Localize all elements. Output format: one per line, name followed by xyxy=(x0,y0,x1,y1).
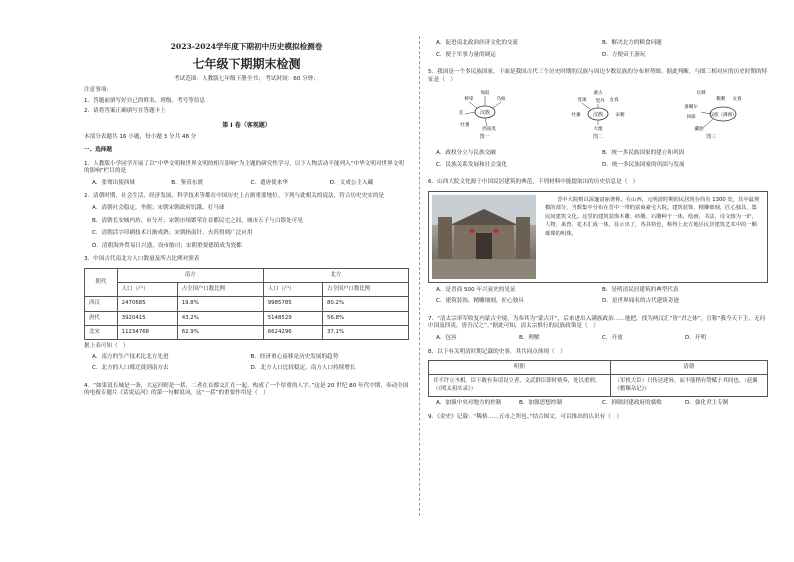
option[interactable]: D．清朝海外贸易日兴盛，设市舶司；宋朝重要德镇成为瓷都 xyxy=(92,242,242,249)
option[interactable]: A．是晋商 500 年兴衰史的见证 xyxy=(436,286,516,293)
option[interactable]: A．包容 xyxy=(436,335,457,342)
map-label: 契丹 xyxy=(595,99,605,105)
courtyard-photo xyxy=(432,195,536,279)
option[interactable]: C．遣唐使来华 xyxy=(250,179,288,186)
option[interactable]: D．强化君主专制 xyxy=(685,400,729,406)
part-heading: 一、选择题 xyxy=(84,147,112,154)
ethnic-map-3 xyxy=(671,88,751,134)
option[interactable]: C．建筑装饰，精雕细刻，匠心独具 xyxy=(436,298,524,305)
map-label: 乌桓 xyxy=(496,97,506,103)
map-label: 藏族 xyxy=(694,127,704,133)
table-cell: 19.8% xyxy=(177,297,263,311)
table-header: 清朝 xyxy=(610,361,767,375)
map-label: 蒙古 xyxy=(593,91,603,97)
option[interactable]: A．促进南北政治经济文化的交流 xyxy=(436,40,519,46)
right-column xyxy=(428,38,768,425)
question-6-options xyxy=(436,287,768,310)
map-label: 女真 xyxy=(609,98,619,104)
table-cell: 5148529 xyxy=(263,311,322,325)
notes-title: 注意事项： xyxy=(84,86,112,93)
option[interactable]: C．便于军事力量的调运 xyxy=(436,51,496,58)
map-label: 瓦剌 xyxy=(696,91,706,97)
courtyard-image xyxy=(432,195,536,279)
map-label: 准噶尔 xyxy=(684,105,699,111)
exam-scope: 考试范围：人教版七年级下册全书； 考试时间：60 分钟； xyxy=(174,76,319,83)
figure-2 xyxy=(547,88,649,141)
map-label: 大理 xyxy=(593,127,603,133)
table-cell: 3920415 xyxy=(117,311,177,325)
map-label: 羌 xyxy=(458,111,463,117)
table-cell: 11234768 xyxy=(117,325,177,339)
map-label: 匈奴 xyxy=(480,91,490,97)
question-7-options xyxy=(436,335,768,343)
option[interactable]: B．统一多民族国家的建立和巩固 xyxy=(602,150,685,157)
table-cell: 80.2% xyxy=(322,297,408,311)
question-2: 2．清朝时期，社会生活、经济发展、科学技术等都在中国历史上占据重要地位。下列与此相关的说法，符合历史史实的是 xyxy=(84,193,385,200)
table-cell: 43.2% xyxy=(177,311,263,325)
option[interactable]: D．开明 xyxy=(685,335,707,342)
courtyard-material xyxy=(428,191,768,283)
table-header: 朝代 xyxy=(85,268,118,297)
figure-label: 图二 xyxy=(592,134,603,141)
map-label: 回部 xyxy=(686,115,696,121)
table-cell: 6624296 xyxy=(263,325,322,339)
option[interactable]: C．清朝活字印刷技术日渐成熟；宋朝指南针、火药得到广泛应用 xyxy=(92,230,253,237)
option[interactable]: B．是明清民居建筑的典型代表 xyxy=(602,286,679,293)
option[interactable]: D．统一多民族国家的巩固与发展 xyxy=(602,161,685,168)
question-5: 5．我国是一个多民族国家，下面是我国古代三个历史时期的汉族与周边少数民族的分布形势图。据此判断，与图三相对应的历史时期的特征是（ ） xyxy=(428,69,768,83)
table-cell: 2470685 xyxy=(117,297,177,311)
note-item: 2．请将答案正确填写在答题卡上 xyxy=(84,108,166,115)
question-5-options xyxy=(436,150,768,173)
option[interactable]: B．清朝长安城内坊、市分开；宋朝市场繁荣在首都民宅之间，城市五子与白银处可见 xyxy=(92,217,303,224)
note-item: 1．答题前填写好自己的姓名、班级、考号等信息 xyxy=(84,97,206,104)
option[interactable]: C．北方的人口都迁徙到南方去 xyxy=(92,365,169,372)
column-divider xyxy=(419,36,420,516)
table-cell: 37.1% xyxy=(322,325,408,339)
option[interactable]: A．张骞出使西域 xyxy=(92,179,135,186)
table-cell: 9985785 xyxy=(263,297,322,311)
map-label: 宋朝 xyxy=(615,113,625,119)
option[interactable]: B．解决北方的粮食问题 xyxy=(602,40,662,46)
table-header: 北方 xyxy=(263,268,408,282)
exam-subtitle: 七年级下期期末检测 xyxy=(192,57,301,72)
question-4: 4．“如果说长城是一条，大运河则是一括，二者在首都交汇在一起，构成了一个厚重的人字。”这是 20 世纪 80 年代中期，奏动全国的电视专题片《话说运河》的第一句解说词。这“一括”的重要作用是（ ） xyxy=(84,382,409,397)
table-header: 明朝 xyxy=(429,361,611,375)
map-label: 女真 xyxy=(732,97,742,103)
table-cell: 56.8% xyxy=(322,311,408,325)
table-header: 人口（户） xyxy=(263,283,322,297)
table-cell: （军机大臣）只传达述旨，而不能稍有赞赋于其间也。（赵翼《檐曝杂记》） xyxy=(610,375,767,397)
question-8-options xyxy=(436,400,768,408)
table-header: 南方 xyxy=(117,268,263,282)
map-label: 吐蕃 xyxy=(571,113,581,119)
table-row xyxy=(85,297,409,311)
ethnic-map-1 xyxy=(445,88,525,134)
table-header: 占全国户口数比例 xyxy=(177,283,263,297)
question-9: 9．《金史》记载：“稀格……五市之所也。”结合图文，可以推出的认识有（ ） xyxy=(428,413,622,420)
option[interactable]: A．加强中央对地方的控制 xyxy=(436,400,502,406)
table-row xyxy=(85,311,409,325)
ethnic-maps xyxy=(428,88,768,146)
table-row xyxy=(85,325,409,339)
option[interactable]: A．南方的生产技术比北方先进 xyxy=(92,353,169,360)
map-label: 鞑靼 xyxy=(716,97,726,103)
section-title: 第 I 卷（客观题） xyxy=(222,121,271,129)
table-cell: 西汉 xyxy=(85,297,118,311)
table-cell: 并不许立丞相。臣下敢有奏请设立者，文武群臣即时劾奏，处以重刑。（《明太祖实录》） xyxy=(429,375,611,397)
figure-3 xyxy=(660,88,762,141)
table-header: 人口（户） xyxy=(117,283,177,297)
question-3: 3．中国古代南北方人口数量及所占比例对照表 xyxy=(84,256,200,263)
option[interactable]: C．开放 xyxy=(602,335,623,342)
left-column xyxy=(84,38,409,402)
option[interactable]: B．鉴真东渡 xyxy=(171,179,204,186)
option[interactable]: A．政权分立与民族交融 xyxy=(436,150,496,157)
population-table xyxy=(84,268,409,340)
question-6: 6．山西大院文化源于中国民居建筑的典范，下列材料中能提取出的历史信息是（ ） xyxy=(428,179,639,186)
table-cell: 唐代 xyxy=(85,311,118,325)
question-1: 1．人教版小学同学开展了以“中华文明和世界文明的相互影响”为主题的研究性学习，以下人物活动不能列入“中华文明对世界文明的影响”栏目的是 xyxy=(84,160,404,175)
map-label: 汉族 xyxy=(479,110,490,117)
option[interactable]: B．经济重心南移是历史发展的趋势 xyxy=(250,353,339,360)
exam-title: 2023-2024学年度下期初中历史模拟检测卷 xyxy=(170,42,323,51)
option[interactable]: D．方便帝王游玩 xyxy=(602,51,646,58)
table-cell: 北宋 xyxy=(85,325,118,339)
option[interactable]: C．民族关系发展和社会变化 xyxy=(436,161,508,168)
table-cell: 62.9% xyxy=(177,325,263,339)
map-label: 西南夷 xyxy=(481,127,496,133)
figure-label: 图三 xyxy=(706,134,717,141)
option[interactable]: B．加强思想控制 xyxy=(519,400,562,406)
map-label: 吐番 xyxy=(460,123,470,129)
section-desc: 本部分表题共 16 小题，每小题 3 分共 48 分 xyxy=(84,133,197,140)
table-header: 占全国户口数比例 xyxy=(322,283,408,297)
question-1-options xyxy=(92,180,409,188)
option[interactable]: D．文成公主入藏 xyxy=(329,179,374,186)
question-3-options xyxy=(92,354,409,377)
map-label: 鲜卑 xyxy=(464,97,474,103)
question-7: 7．“清太宗率军收复内蒙古全境，为奉其为“蒙古汗”，后来进出入满族政治……他把，找为两汉汇”皆“君之体”，宣称“我今天下主，无问中国及四夷，皆吾汉之”。”据此可知，清太宗推行的民族政策是（ ） xyxy=(428,315,766,330)
ethnic-map-2 xyxy=(558,88,638,134)
map-label: 汉族 xyxy=(592,112,603,119)
option[interactable]: B．理解 xyxy=(519,335,540,342)
question-8: 8．以下有关明清时期记载的史事，其共同点体现（ ） xyxy=(428,348,566,355)
option[interactable]: D．是世界闻名的古代建筑奇迹 xyxy=(602,298,680,305)
question-3-tail: 据上表可知（ ） xyxy=(84,343,129,350)
question-4-options xyxy=(436,40,768,63)
option[interactable]: D．北方人口比较稳定，南方人口持续增长 xyxy=(250,365,356,372)
option[interactable]: C．抑制封建政府的腐败 xyxy=(602,400,662,406)
map-label: 汉族（满洲） xyxy=(709,113,737,119)
ming-qing-table xyxy=(428,360,768,397)
option[interactable]: A．清朝社会稳定，坐朝；宋朝宋朝政府饥饿、打马球 xyxy=(92,205,225,211)
figure-1 xyxy=(434,88,536,141)
figure-label: 图一 xyxy=(479,134,490,141)
map-label: 党项 xyxy=(577,98,587,104)
material-text: 晋中大院则以深邃富丽著称。在山西，元明清时期的民居现存尚有 1300 处，其中最规模的部分，当数集中分布在晋中一带的富商豪宅大院。建筑装饰，精雕细刻，匠心独具，集民间建筑文化。这里的建筑装饰木雕、砖雕、石雕种于一体，绘画、书法、诗文熔为一炉，人物、禽兽、花木汇成一体，显示出了，各具特色，称得上北方地区民居建筑艺术中的一颗璀璨的明珠。 xyxy=(545,196,760,237)
table-row xyxy=(429,375,768,397)
